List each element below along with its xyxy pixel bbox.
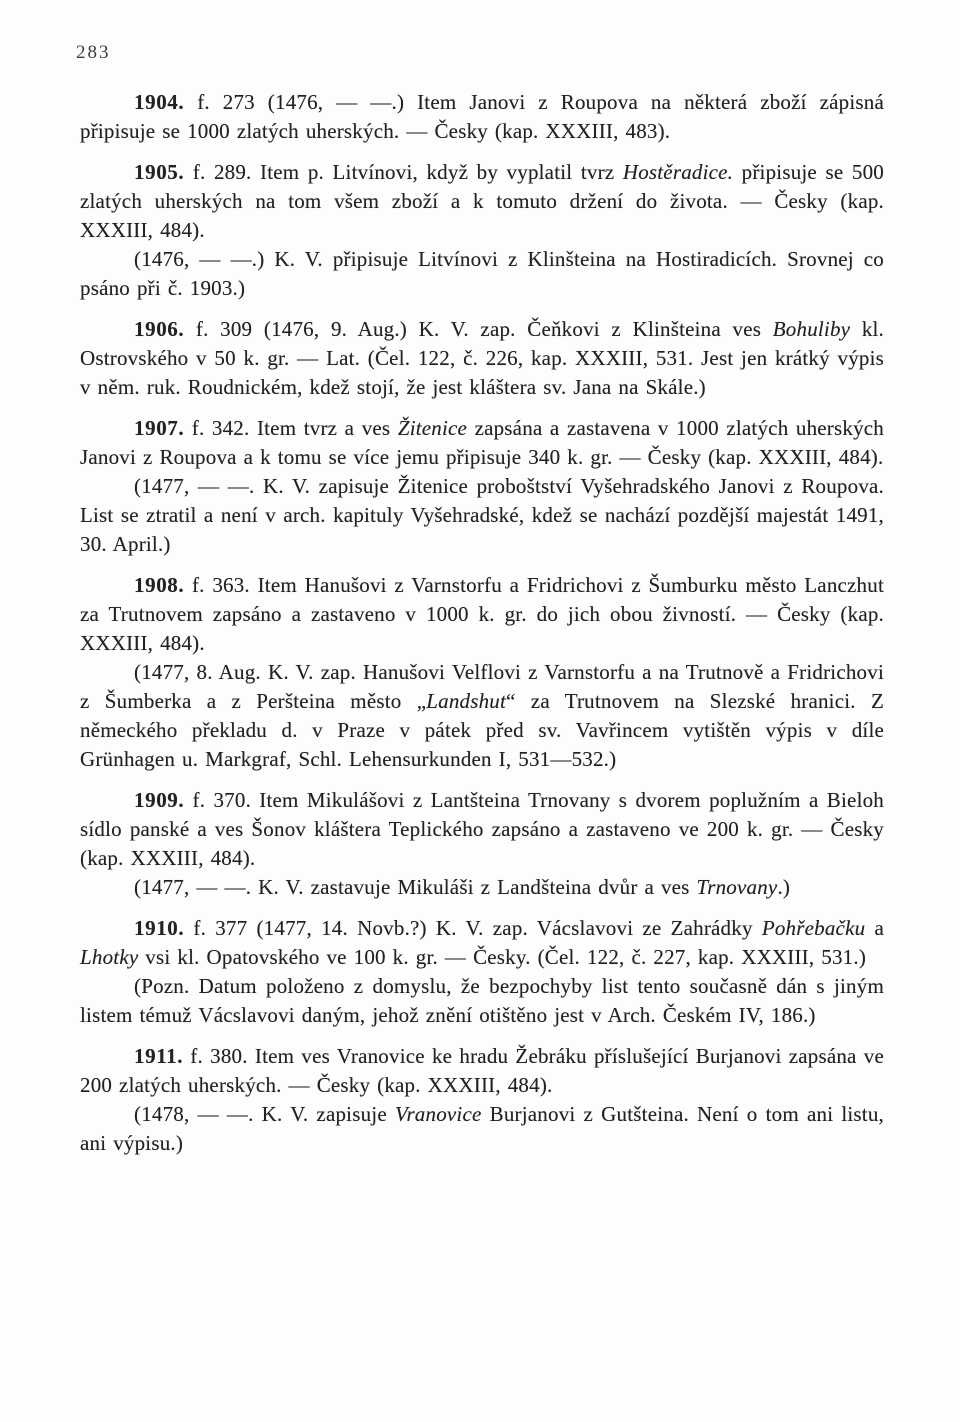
entry-number: 1904. xyxy=(134,90,185,114)
text-run: “ za Trutnovem na Slezské hranici. Z německého překladu d. v Praze v pátek před sv. Vavřincem vytištěn výpis v díle Grünhagen u. Markgraf, Schl. Lehensurkunden I, 531—532.) xyxy=(80,689,884,771)
text-run: Trnovany xyxy=(696,875,778,899)
paragraph xyxy=(80,245,884,303)
text-run: .) xyxy=(777,875,791,899)
paragraph xyxy=(80,88,884,146)
entry-1905 xyxy=(80,158,884,303)
text-run: f. 309 (1476, 9. Aug.) K. V. zap. Čeňkovi z Klinšteina ves xyxy=(184,317,773,341)
text-run: f. 342. Item tvrz a ves xyxy=(184,416,398,440)
text-run: Žitenice xyxy=(397,416,468,440)
text-run: Lhotky xyxy=(80,945,139,969)
entry-1908 xyxy=(80,571,884,774)
text-block xyxy=(80,88,884,1170)
text-run: Pohřebačku xyxy=(761,916,866,940)
text-run: f. 380. Item ves Vranovice ke hradu Žebráku příslušející Burjanovi zapsána ve 200 zlatých uherských. — Česky (kap. XXXIII, 484). xyxy=(80,1044,884,1097)
text-run: vsi kl. Opatovského ve 100 k. gr. — Česky. (Čel. 122, č. 227, kap. XXXIII, 531.) xyxy=(138,945,867,969)
text-run: f. 377 (1477, 14. Novb.?) K. V. zap. Vácslavovi ze Zahrádky xyxy=(184,916,762,940)
paragraph xyxy=(80,315,884,402)
paragraph xyxy=(80,972,884,1030)
text-run: (Pozn. Datum položeno z domyslu, že bezpochyby list tento současně dán s jiným listem témuž Vácslavovi daným, jehož znění otištěno jest v Arch. Českém IV, 186.) xyxy=(80,974,884,1027)
text-run: f. 370. Item Mikulášovi z Lantšteina Trnovany s dvorem poplužním a Bieloh sídlo panské a ves Šonov kláštera Teplického zapsáno a zastaveno ve 200 k. gr. — Česky (kap. XXXIII, 484). xyxy=(80,788,884,870)
entry-1911 xyxy=(80,1042,884,1158)
text-run: Burjanovi z Gutšteina. Není o tom ani listu, ani výpisu.) xyxy=(80,1102,884,1155)
entry-1906 xyxy=(80,315,884,402)
text-run: Bohuliby xyxy=(772,317,851,341)
entry-1909 xyxy=(80,786,884,902)
entry-number: 1905. xyxy=(134,160,185,184)
paragraph xyxy=(80,1100,884,1158)
paragraph xyxy=(80,1042,884,1100)
text-run: Hostěradice. xyxy=(622,160,734,184)
entry-number: 1906. xyxy=(134,317,185,341)
text-run: (1477, 8. Aug. K. V. zap. Hanušovi Velflovi z Varnstorfu a na Trutnově a Fridrichovi z Šumberka a z Peršteina město „ xyxy=(80,660,884,713)
paragraph xyxy=(80,571,884,658)
text-run: kl. Ostrovského v 50 k. gr. — Lat. (Čel. 122, č. 226, kap. XXXIII, 531. Jest jen krátký výpis v něm. ruk. Roudnickém, kdež stojí, že jest kláštera sv. Jana na Skále.) xyxy=(80,317,885,399)
paragraph xyxy=(80,472,884,559)
text-run: připisuje se 500 zlatých uherských na tom všem zboží a k tomuto držení do života. — Česky (kap. XXXIII, 484). xyxy=(80,160,884,242)
entry-1904 xyxy=(80,88,884,146)
text-run: f. 273 (1476, — —.) Item Janovi z Roupova na některá zboží zápisná připisuje se 1000 zlatých uherských. — Česky (kap. XXXIII, 483). xyxy=(80,90,884,143)
text-run: (1476, — —.) K. V. připisuje Litvínovi z Klinšteina na Hostiradicích. Srovnej co psáno při č. 1903.) xyxy=(80,247,884,300)
paragraph xyxy=(80,786,884,873)
entry-number: 1907. xyxy=(134,416,185,440)
entry-1910 xyxy=(80,914,884,1030)
text-run: (1478, — —. K. V. zapisuje xyxy=(134,1102,395,1126)
entry-number: 1911. xyxy=(134,1044,184,1068)
text-run: f. 289. Item p. Litvínovi, když by vyplatil tvrz xyxy=(184,160,623,184)
paragraph xyxy=(80,414,884,472)
paragraph xyxy=(80,914,884,972)
entry-number: 1908. xyxy=(134,573,185,597)
text-run: zapsána a zastavena v 1000 zlatých uherských Janovi z Roupova a k tomu se více jemu připisuje 340 k. gr. — Česky (kap. XXXIII, 484). xyxy=(80,416,884,469)
paragraph xyxy=(80,658,884,774)
entry-number: 1909. xyxy=(134,788,185,812)
text-run: (1477, — —. K. V. zastavuje Mikuláši z Landšteina dvůr a ves xyxy=(134,875,697,899)
entry-1907 xyxy=(80,414,884,559)
text-run: Landshut xyxy=(426,689,507,713)
paragraph xyxy=(80,158,884,245)
text-run: f. 363. Item Hanušovi z Varnstorfu a Fridrichovi z Šumburku město Lanczhut za Trutnovem zapsáno a zastaveno v 1000 k. gr. do jich obou živností. — Česky (kap. XXXIII, 484). xyxy=(80,573,884,655)
text-run: Vranovice xyxy=(394,1102,482,1126)
text-run: (1477, — —. K. V. zapisuje Žitenice proboštství Vyšehradského Janovi z Roupova. List se ztratil a není v arch. kapituly Vyšehradské, kdež se nachází pozdější majestát 1491, 30. April.) xyxy=(80,474,884,556)
text-run: a xyxy=(865,916,884,940)
page-number: 283 xyxy=(76,42,111,63)
paragraph xyxy=(80,873,884,902)
entry-number: 1910. xyxy=(134,916,185,940)
